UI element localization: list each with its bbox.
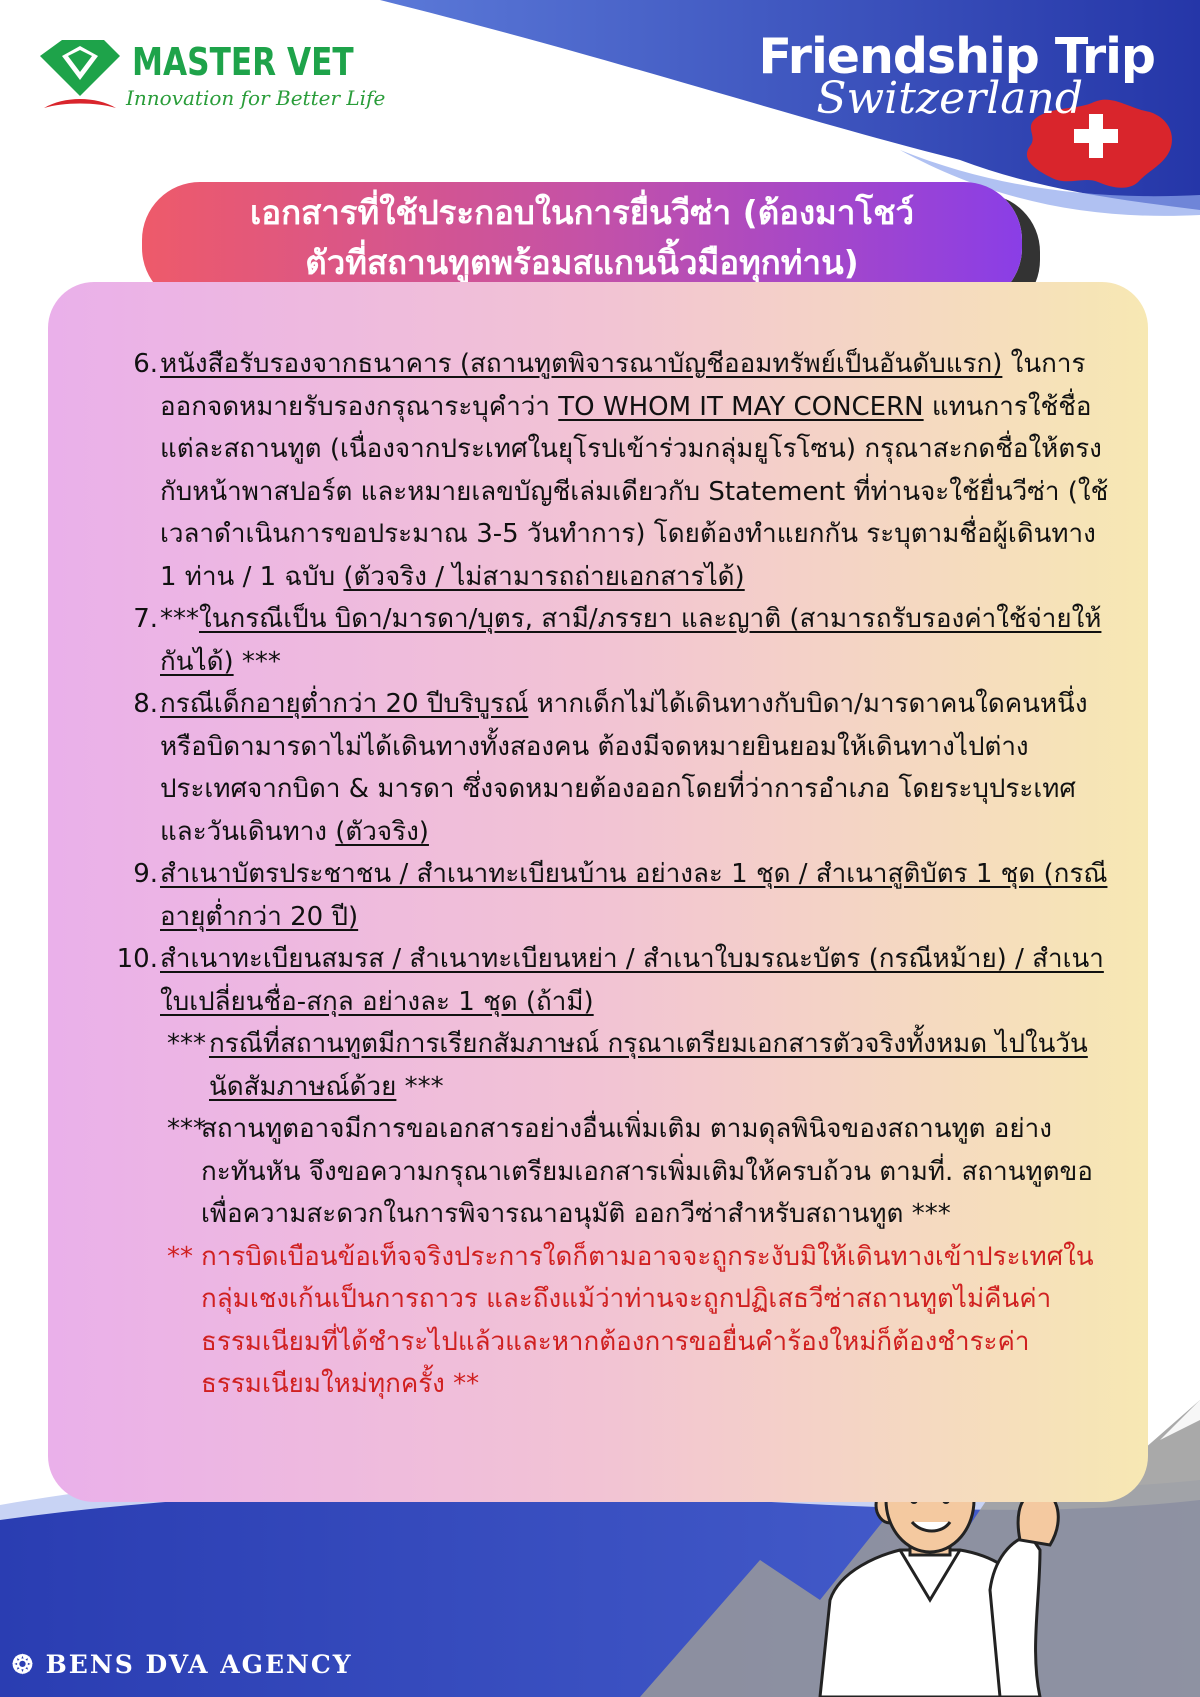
heading-banner-text: [142, 188, 1022, 288]
item-text: ***: [160, 604, 199, 634]
item-text: ***: [233, 646, 281, 677]
list-item: [110, 598, 1120, 683]
item-text: ในกรณีเป็น บิดา/มารดา/บุตร, สามี/ภรรยา และญาติ (สามารถรับรองค่าใช้จ่ายให้กันได้): [160, 604, 1102, 677]
note-mark: ***: [167, 1114, 206, 1144]
item-number: 6.: [133, 349, 158, 379]
item-number: 8.: [133, 689, 158, 719]
list-item: [110, 938, 1120, 1023]
document-list: [110, 343, 1120, 1406]
brand-name: MASTER VET: [132, 40, 354, 84]
item-text: TO WHOM IT MAY CONCERN: [558, 391, 924, 422]
trip-title: Friendship Trip: [758, 28, 1155, 85]
brand-logo: [34, 38, 386, 118]
list-item: [110, 343, 1120, 598]
note-extra-documents: [167, 1108, 1120, 1236]
banner-line-1: เอกสารที่ใช้ประกอบในการยื่นวีซ่า (ต้องมาโชว์: [249, 193, 914, 232]
item-number: 7.: [133, 604, 158, 634]
note-mark: ***: [167, 1029, 206, 1059]
note-mark: **: [167, 1241, 193, 1272]
note-text: ***: [396, 1071, 444, 1102]
item-text: หนังสือรับรองจากธนาคาร (สถานทูตพิจารณาบัญชีออมทรัพย์เป็นอันดับแรก): [160, 349, 1003, 379]
item-text: สำเนาบัตรประชาชน / สำเนาทะเบียนบ้าน อย่างละ 1 ชุด / สำเนาสูติบัตร 1 ชุด (กรณีอายุต่ำกว่า 20 ปี): [160, 859, 1108, 932]
item-text: แทนการใช้ชื่อแต่ละสถานทูต (เนื่องจากประเทศในยุโรปเข้าร่วมกลุ่มยูโรโซน) กรุณาสะกดชื่อให้ตรงกับหน้าพาสปอร์ต และหมายเลขบัญชีเล่มเดียวกับ Statement ที่ท่านจะใช้ยื่นวีซ่า (ใช้เวลาดำเนินการขอประมาณ 3-5 วันทำการ) โดยต้องทำแยกกัน ระบุตามชื่อผู้เดินทาง 1 ท่าน / 1 ฉบับ: [160, 391, 1109, 592]
item-text: หากเด็กไม่ได้เดินทางกับบิดา/มารดาคนใดคนหนึ่ง หรือบิดามารดาไม่ได้เดินทางทั้งสองคน ต้องมีจดหมายยินยอมให้เดินทางไปต่าง ประเทศจากบิดา & มารดา ซึ่งจดหมายต้องออกโดยที่ว่าการอำเภอ โดยระบุประเทศและวันเดินทาง: [160, 689, 1088, 847]
item-text: ในการออกจดหมายรับรองกรุณาระบุคำว่า: [160, 349, 1086, 422]
item-text: (ตัวจริง): [335, 816, 429, 847]
banner-line-2: ตัวที่สถานทูตพร้อมสแกนนิ้วมือทุกท่าน): [305, 243, 859, 282]
item-number: 9.: [133, 859, 158, 889]
list-item: [110, 683, 1120, 853]
brand-tagline: Innovation for Better Life: [126, 86, 386, 110]
item-text: กรณีเด็กอายุต่ำกว่า 20 ปีบริบูรณ์: [160, 689, 529, 719]
item-text: (ตัวจริง / ไม่สามารถถ่ายเอกสารได้): [343, 561, 745, 592]
note-text: สถานทูตอาจมีการขอเอกสารอย่างอื่นเพิ่มเติม ตามดุลพินิจของสถานทูต อย่างกะทันหัน จึงขอความกรุณาเตรียมเอกสารเพิ่มเติมให้ครบถ้วน ตามที่. สถานทูตขอ เพื่อความสะดวกในการพิจารณาอนุมัติ ออกวีซ่าสำหรับสถานทูต ***: [201, 1114, 1093, 1229]
trip-heading: [758, 28, 1155, 124]
note-text: กรณีที่สถานทูตมีการเรียกสัมภาษณ์ กรุณาเตรียมเอกสารตัวจริงทั้งหมด ไปในวันนัดสัมภาษณ์ด้วย: [209, 1029, 1088, 1102]
agency-footer: [12, 1650, 353, 1679]
note-interview: [167, 1023, 1120, 1108]
item-text: สำเนาทะเบียนสมรส / สำเนาทะเบียนหย่า / สำเนาใบมรณะบัตร (กรณีหม้าย) / สำเนาใบเปลี่ยนชื่อ-สกุล อย่างละ 1 ชุด (ถ้ามี): [160, 944, 1104, 1017]
agency-icon: ❂: [12, 1650, 46, 1679]
note-warning: [167, 1236, 1120, 1406]
agency-name: BENS DVA AGENCY: [45, 1650, 353, 1679]
list-item: [110, 853, 1120, 938]
item-number: 10.: [116, 944, 158, 974]
trip-subtitle: Switzerland: [816, 73, 1083, 124]
note-text: การบิดเบือนข้อเท็จจริงประการใดก็ตามอาจจะถูกระงับมิให้เดินทางเข้าประเทศในกลุ่มเชงเก้นเป็นการถาวร และถึงแม้ว่าท่านจะถูกปฏิเสธวีซ่าสถานทูตไม่คืนค่าธรรมเนียมที่ได้ชำระไปแล้วและหากต้องการขอยื่นคำร้องใหม่ก็ต้องชำระค่าธรรมเนียมใหม่ทุกครั้ง **: [201, 1241, 1094, 1399]
